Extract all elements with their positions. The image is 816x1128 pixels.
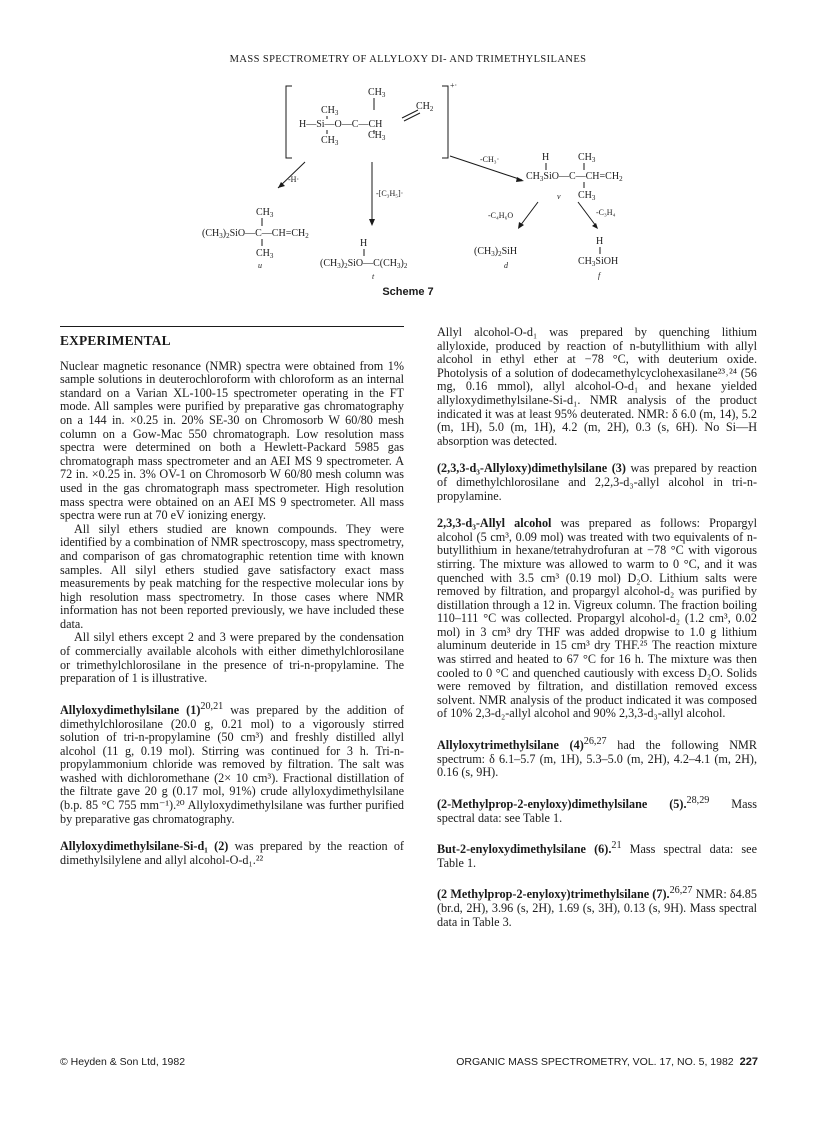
loss-c3h5-label: -[C₃H₅]·: [376, 189, 404, 198]
svg-text:CH3SiOH: $CH_3SiOH$: [578, 256, 619, 268]
paragraph-compound-2: [60, 840, 404, 867]
left-column: [60, 326, 404, 867]
paragraph-preparation: All silyl ethers except 2 and 3 were prepared by the condensation of commercially available alcohols with either dimethylchlorosilane or trimethylchlorosilane in the presence of tri-n-propylamine. The preparation of 1 is illustrative.: [60, 630, 404, 686]
paragraph-compound-7: [437, 884, 757, 929]
label-v: v: [557, 192, 561, 201]
paragraph-allyl-alcohol-d1: Allyl alcohol-O-d₁ was prepared by quenching lithium allyloxide, produced by reaction of n-butyllithium with allyl alcohol in ethyl ether at −78 °C, with deuterium oxide. Photolysis of a solution of dodecamethylcyclohexasilane²³˒²⁴ (56 mg, 0.16 mmol), allyl alcohol-O-d₁ and hexane yielded allyloxydimethylsilane-Si-d₁. NMR analysis of the product indicated it was at least 95% deuterated. NMR: δ 6.0 (m, 14), 5.2 (m, 1H), 5.0 (m, 1H), 4.2 (m, 2H), 0.3 (s, 6H). No Si—H absorption was detected.: [437, 325, 757, 448]
ion-charge: +·: [450, 81, 458, 90]
paragraph-d3-allyl-alcohol: [437, 517, 757, 721]
scheme-caption: Scheme 7: [382, 286, 434, 298]
compound-1-ref: 20,21: [200, 700, 224, 712]
compound-6-title: But-2-enyloxydimethylsilane (6).: [437, 842, 612, 857]
compound-5-title: (2-Methylprop-2-enyloxy)dimethylsilane (5).: [437, 796, 687, 811]
svg-text:(CH3)2SiH: $(CH_3)_2SiH$: [474, 246, 518, 258]
svg-text:(CH3)2SiO—C(CH3)2: $(CH_3)_2SiO—C(CH_3)_2$: [320, 258, 408, 270]
svg-text:CH3: $CH_3$: [578, 190, 596, 202]
fragment-t: [320, 238, 408, 281]
svg-text:(CH3)2SiO—C—CH=CH2: $(CH_3)_2SiO—C—CH=CH_2$: [202, 228, 309, 240]
loss-c4h6o-label: -C₄H₆O: [488, 211, 514, 220]
label-d: d: [504, 261, 508, 270]
compound-7-ref: 26,27: [669, 885, 693, 897]
svg-text:CH3: $CH_3$: [321, 105, 339, 117]
compound-6-ref: 21: [611, 840, 622, 852]
paragraph-instruments: Nuclear magnetic resonance (NMR) spectra were obtained from 1% sample solutions in deuterochloroform with chloroform as an internal standard on a Varian XL-100-15 spectrometer operating in the FT mode. All samples were purified by preparative gas chromatography on a 144 in. ×0.25 in. 20% SE-30 on Chromosorb W 60/80 mesh column on a Gow-Mac 550 chromatograph. Low resolution mass spectra were determined on both a Hewlett-Packard 5985 gas chromatograph mass spectrometer and an AEI MS 9 spectrometer. A 72 in. ×0.25 in. 3% OV-1 on Chromosorb W 60/80 mesh column was used in the gas chromatograph mass spectrometer. High resolution mass spectra were obtained on an AEI MS 9 spectrometer. All mass spectra were run at 70 eV ionizing energy.: [60, 358, 404, 523]
label-u: u: [258, 261, 262, 270]
journal-citation: ORGANIC MASS SPECTROMETRY, VOL. 17, NO. 5, 1982: [456, 1056, 734, 1068]
compound-6-body: Mass spectral data: see Table 1.: [437, 842, 757, 870]
svg-text:CH3: $CH_3$: [368, 87, 386, 99]
paragraph-compound-1: [60, 700, 404, 826]
compound-4-title: Allyloxytrimethylsilane (4): [437, 738, 584, 753]
paragraph-identification: All silyl ethers studied are known compounds. They were identified by a combination of NMR spectroscopy, mass spectrometry, and comparison of gas chromatographic retention time with known samples. All silyl ethers studied gave satisfactory exact mass measurements by peak matching for the respective molecular ions by high resolution mass spectrometry. In those cases where NMR information has not been reported previously, we have included these data.: [60, 521, 404, 631]
footer-copyright: © Heyden & Son Ltd, 1982: [60, 1056, 186, 1068]
paragraph-compound-4: [437, 735, 757, 780]
scheme-diagram: [150, 78, 790, 298]
svg-text:H: H: [542, 152, 550, 163]
loss-ch3-label: -CH₃·: [480, 155, 500, 164]
compound-4-ref: 26,27: [583, 736, 607, 748]
compound-2-title: Allyloxydimethylsilane-Si-d₁ (2): [60, 839, 229, 854]
svg-text:CH3SiO—C—CH=CH2: $CH_3SiO—C—CH=CH_2$: [526, 171, 623, 183]
fragment-d: [474, 246, 517, 270]
compound-3-title: (2,3,3-d₃-Allyloxy)dimethylsilane (3): [437, 461, 626, 476]
footer-journal: [456, 1056, 758, 1068]
loss-c3h4-label: -C₃H₄: [596, 208, 616, 217]
svg-text:CH3: $CH_3$: [256, 248, 274, 260]
fragment-v: [526, 152, 623, 202]
right-column: [437, 326, 757, 929]
compound-2-body: was prepared by the reaction of dimethylsilylene and allyl alcohol-O-d₁.²²: [60, 839, 404, 867]
fragment-u: [202, 207, 309, 270]
label-f: f: [598, 271, 601, 280]
svg-text:CH2: $CH_2$: [416, 101, 434, 113]
compound-4-body: had the following NMR spectrum: δ 6.1–5.7 (m, 1H), 5.3–5.0 (m, 2H), 4.2–4.1 (m, 2H), 0.16 (s, 9H).: [437, 738, 757, 780]
paragraph-compound-3: [437, 462, 757, 503]
fragment-f: [578, 236, 618, 280]
svg-text:CH3: $CH_3$: [321, 135, 339, 147]
svg-text:H: H: [360, 238, 368, 249]
compound-7-title: (2 Methylprop-2-enyloxy)trimethylsilane (7).: [437, 887, 670, 902]
paragraph-compound-5: [437, 794, 757, 825]
compound-3-body: was prepared by reaction of dimethylchlorosilane and 2,2,3-d₃-allyl alcohol in tri-n-propylamine.: [437, 461, 757, 503]
loss-h-label: -H·: [288, 175, 300, 184]
compound-7-body: NMR: δ4.85 (br.d, 2H), 3.96 (s, 2H), 1.69 (s, 3H), 0.13 (s, 9H). Mass spectral data in Table 3.: [437, 887, 757, 929]
svg-text:CH3: $CH_3$: [256, 207, 274, 219]
compound-1-body: was prepared by the addition of dimethylchlorosilane (20.0 g, 0.21 mol) to a vigorously stirred solution of tri-n-propylamine (50 cm³) and freshly distilled allyl alcohol (11 g, 0.19 mol). Stirring was continued for 3 h. Tri-n-propylammonium chloride was removed by filtration. The salt was washed with dichloromethane (2× 10 cm³). Fractional distillation of the filtrate gave 20 g (0.17 mol, 91%) crude allyloxydimethylsilane (b.p. 85 °C 755 mm⁻¹).²⁰ Allyloxydimethylsilane was further purified by preparative gas chromatography.: [60, 702, 404, 826]
running-head: MASS SPECTROMETRY OF ALLYLOXY DI- AND TRIMETHYLSILANES: [229, 54, 587, 65]
compound-5-ref: 28,29: [686, 794, 710, 806]
d3-allyl-alcohol-body: was prepared as follows: Propargyl alcohol (5 cm³, 0.09 mol) was treated with two equivalents of n-butyllithium in hexane/tetrahydrofuran at −78 °C with vigorous stirring. The mixture was allowed to warm to 0 °C, and it was quenched with 3.5 cm³ (0.19 mol) D₂O. Lithium salts were removed by filtration, and propargyl alcohol-d₂ was purified by distillation through a 12 in. Vigreux column. The fraction boiling 110–111 °C was collected. Propargyl alcohol-d₂ (1.2 cm³, 0.02 mol) in 3 cm³ dry THF was added dropwise to 1.0 g lithium aluminum deuteride in 15 cm³ dry THF.²⁵ The reaction mixture was stirred and heated to 67 °C for 16 h. The mixture was then cooled to 0 °C and quenched cautiously with excess D₂O. Solids were removed by filtration, and distillation removed excess solvent. NMR analysis of the product indicated it was composed of 10% 2,3-d₂-allyl alcohol and 90% 2,3,3-d₃-allyl alcohol.: [437, 516, 758, 721]
svg-text:H—Si—O—C—CH: H—Si—O—C—CH: [299, 119, 383, 130]
reaction-arrows: [278, 155, 616, 229]
parent-ion: [286, 81, 457, 158]
compound-5-body: Mass spectral data: see Table 1.: [437, 796, 757, 825]
label-t: t: [372, 272, 375, 281]
d3-allyl-alcohol-title: 2,3,3-d₃-Allyl alcohol: [437, 516, 552, 531]
compound-1-title: Allyloxydimethylsilane (1): [60, 702, 201, 717]
section-heading: EXPERIMENTAL: [60, 326, 404, 348]
svg-text:CH3: $CH_3$: [578, 152, 596, 164]
reaction-scheme: [150, 78, 790, 298]
svg-text:H: H: [596, 236, 604, 247]
page-number: 227: [739, 1056, 758, 1068]
paragraph-compound-6: [437, 839, 757, 870]
svg-text:CH3: $CH_3$: [368, 130, 386, 142]
